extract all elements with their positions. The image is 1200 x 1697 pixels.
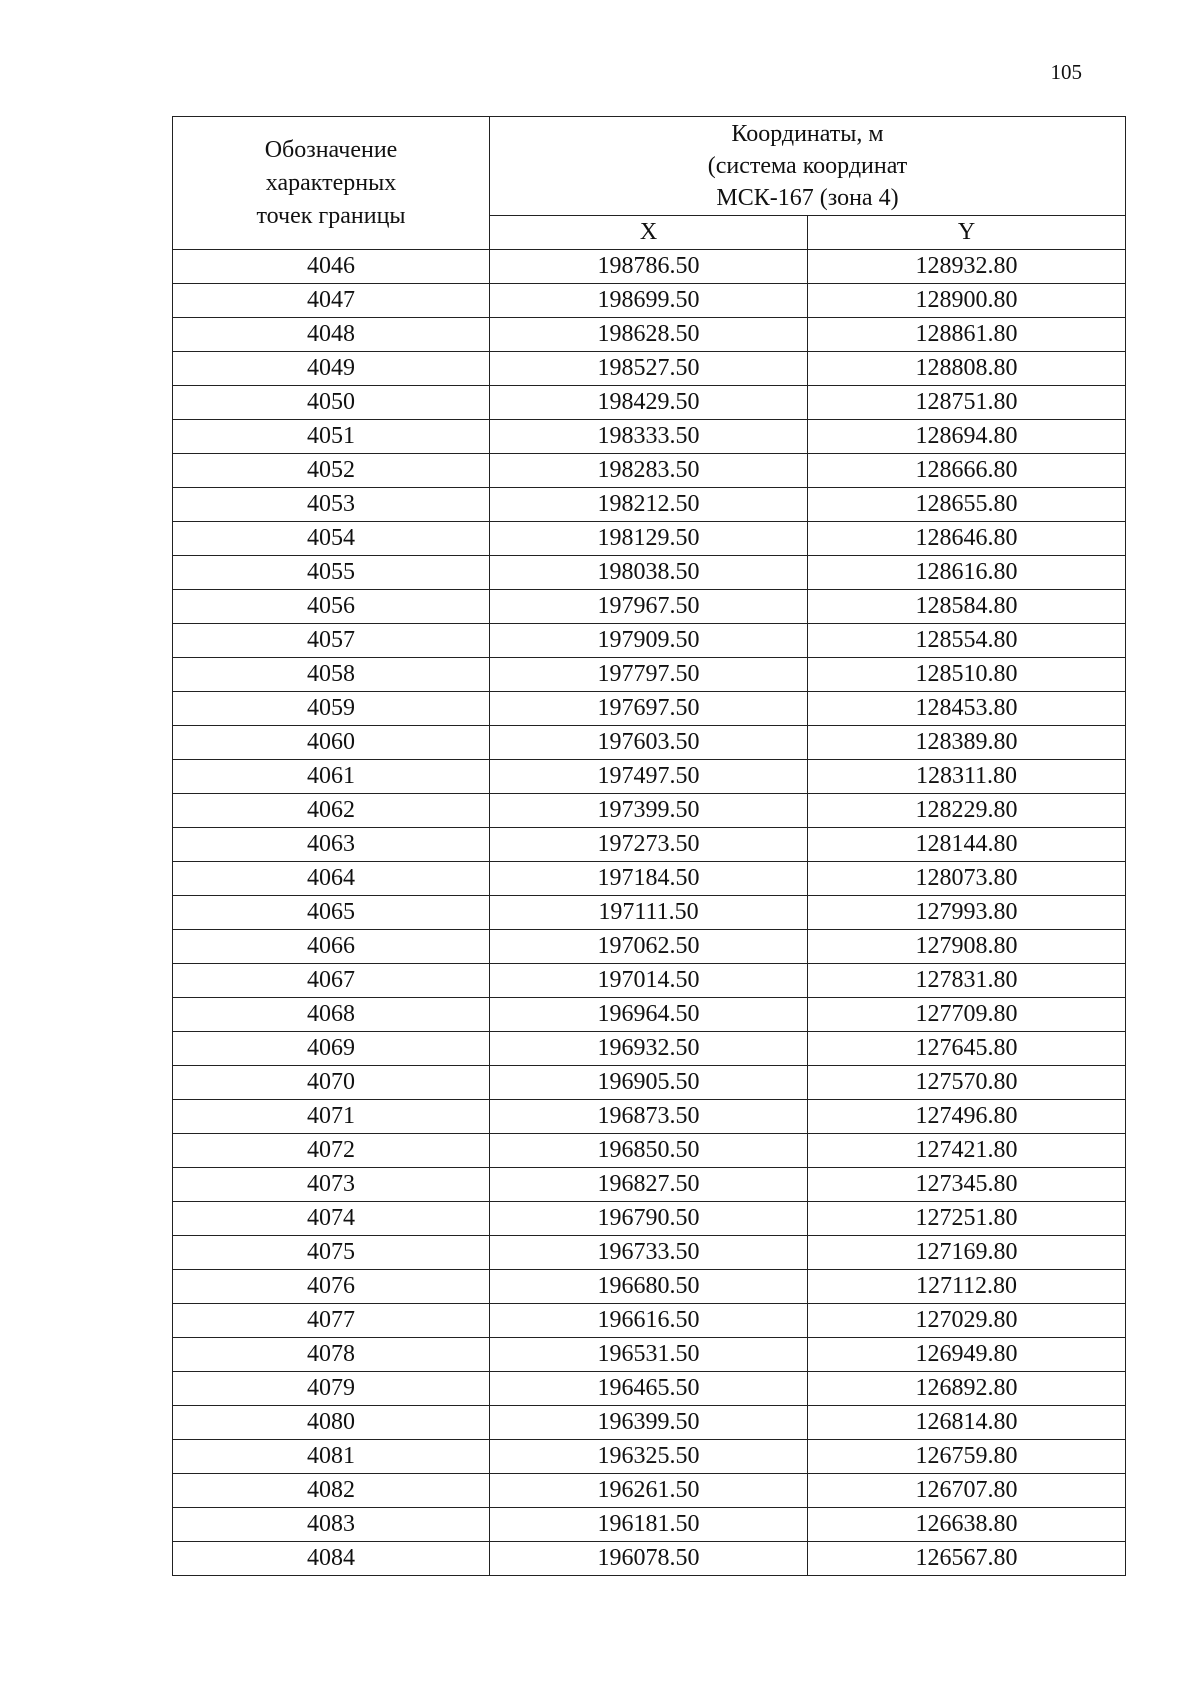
table-row [173,1134,1126,1168]
point-id-cell: 4065 [173,896,490,930]
y-coordinate-cell: 127169.80 [808,1236,1126,1270]
y-coordinate-cell: 126638.80 [808,1508,1126,1542]
x-coordinate-cell: 196465.50 [490,1372,808,1406]
x-coordinate-cell: 197273.50 [490,828,808,862]
y-coordinate-cell: 128751.80 [808,386,1126,420]
x-coordinate-cell: 197603.50 [490,726,808,760]
coordinates-table [172,116,1126,1576]
point-id-cell: 4082 [173,1474,490,1508]
table-row [173,828,1126,862]
x-coordinate-cell: 196873.50 [490,1100,808,1134]
table-row [173,726,1126,760]
point-id-cell: 4061 [173,760,490,794]
x-coordinate-cell: 198038.50 [490,556,808,590]
y-coordinate-cell: 127993.80 [808,896,1126,930]
table-row [173,284,1126,318]
page-number: 105 [1050,60,1082,84]
table-row [173,1338,1126,1372]
y-coordinate-cell: 128616.80 [808,556,1126,590]
y-coordinate-cell: 127112.80 [808,1270,1126,1304]
x-coordinate-cell: 197797.50 [490,658,808,692]
x-coordinate-cell: 196399.50 [490,1406,808,1440]
table-row [173,386,1126,420]
point-id-cell: 4047 [173,284,490,318]
y-coordinate-cell: 128073.80 [808,862,1126,896]
y-coordinate-cell: 128808.80 [808,352,1126,386]
x-coordinate-cell: 196790.50 [490,1202,808,1236]
table-row [173,1168,1126,1202]
point-id-cell: 4053 [173,488,490,522]
y-coordinate-cell: 128900.80 [808,284,1126,318]
x-coordinate-cell: 196181.50 [490,1508,808,1542]
table-row [173,1032,1126,1066]
coordinates-header [490,117,1126,216]
point-id-cell: 4070 [173,1066,490,1100]
table-row [173,760,1126,794]
table-row [173,318,1126,352]
table-row [173,1474,1126,1508]
point-id-cell: 4069 [173,1032,490,1066]
point-designation-header [173,117,490,250]
x-coordinate-cell: 197967.50 [490,590,808,624]
table-row [173,1100,1126,1134]
table-row [173,998,1126,1032]
y-coordinate-cell: 127570.80 [808,1066,1126,1100]
table-row [173,1372,1126,1406]
x-coordinate-cell: 196078.50 [490,1542,808,1576]
point-id-cell: 4081 [173,1440,490,1474]
table-row [173,896,1126,930]
y-coordinate-cell: 128646.80 [808,522,1126,556]
table-row [173,556,1126,590]
x-coordinate-cell: 196964.50 [490,998,808,1032]
point-id-cell: 4066 [173,930,490,964]
y-coordinate-cell: 128666.80 [808,454,1126,488]
y-coordinate-cell: 128389.80 [808,726,1126,760]
table-row [173,1440,1126,1474]
table-row [173,420,1126,454]
point-id-cell: 4056 [173,590,490,624]
x-coordinate-cell: 196680.50 [490,1270,808,1304]
table-header [173,117,1126,250]
x-coordinate-cell: 198699.50 [490,284,808,318]
point-id-cell: 4077 [173,1304,490,1338]
y-coordinate-cell: 128655.80 [808,488,1126,522]
header-line: МСК-167 (зона 4) [716,185,899,211]
x-coordinate-cell: 196531.50 [490,1338,808,1372]
y-coordinate-cell: 127345.80 [808,1168,1126,1202]
point-id-cell: 4073 [173,1168,490,1202]
header-line: Обозначение [264,136,398,163]
y-coordinate-cell: 126707.80 [808,1474,1126,1508]
table-row [173,794,1126,828]
table-row [173,1304,1126,1338]
point-id-cell: 4068 [173,998,490,1032]
point-id-cell: 4074 [173,1202,490,1236]
table-row [173,862,1126,896]
point-id-cell: 4080 [173,1406,490,1440]
point-id-cell: 4078 [173,1338,490,1372]
point-id-cell: 4049 [173,352,490,386]
point-id-cell: 4057 [173,624,490,658]
point-id-cell: 4079 [173,1372,490,1406]
x-coordinate-cell: 197014.50 [490,964,808,998]
point-id-cell: 4076 [173,1270,490,1304]
point-id-cell: 4058 [173,658,490,692]
table-row [173,658,1126,692]
point-id-cell: 4062 [173,794,490,828]
point-id-cell: 4083 [173,1508,490,1542]
table-row [173,1270,1126,1304]
table-row [173,1202,1126,1236]
y-coordinate-cell: 127029.80 [808,1304,1126,1338]
x-coordinate-cell: 196733.50 [490,1236,808,1270]
x-coordinate-cell: 197399.50 [490,794,808,828]
x-coordinate-cell: 198786.50 [490,250,808,284]
table-row [173,1508,1126,1542]
table-row [173,352,1126,386]
y-coordinate-cell: 127645.80 [808,1032,1126,1066]
y-coordinate-cell: 126567.80 [808,1542,1126,1576]
table-row [173,692,1126,726]
header-line: Координаты, м [731,121,884,147]
y-coordinate-cell: 128861.80 [808,318,1126,352]
header-line: точек границы [256,202,406,229]
table-body [173,250,1126,1576]
y-coordinate-cell: 128311.80 [808,760,1126,794]
header-line: характерных [265,169,397,196]
point-id-cell: 4052 [173,454,490,488]
header-line: (система координат [707,153,908,179]
point-id-cell: 4084 [173,1542,490,1576]
y-coordinate-cell: 126759.80 [808,1440,1126,1474]
x-column-header: X [490,216,808,250]
point-id-cell: 4051 [173,420,490,454]
y-coordinate-cell: 127831.80 [808,964,1126,998]
table-row [173,590,1126,624]
y-coordinate-cell: 128144.80 [808,828,1126,862]
x-coordinate-cell: 197497.50 [490,760,808,794]
x-coordinate-cell: 198212.50 [490,488,808,522]
x-coordinate-cell: 198628.50 [490,318,808,352]
y-coordinate-cell: 127908.80 [808,930,1126,964]
x-coordinate-cell: 196325.50 [490,1440,808,1474]
x-coordinate-cell: 197062.50 [490,930,808,964]
point-id-cell: 4063 [173,828,490,862]
table-row [173,522,1126,556]
x-coordinate-cell: 197909.50 [490,624,808,658]
y-coordinate-cell: 128453.80 [808,692,1126,726]
point-id-cell: 4048 [173,318,490,352]
y-coordinate-cell: 128932.80 [808,250,1126,284]
table-row [173,1542,1126,1576]
y-coordinate-cell: 127709.80 [808,998,1126,1032]
point-id-cell: 4050 [173,386,490,420]
x-coordinate-cell: 198429.50 [490,386,808,420]
x-coordinate-cell: 198527.50 [490,352,808,386]
y-coordinate-cell: 128510.80 [808,658,1126,692]
point-id-cell: 4060 [173,726,490,760]
x-coordinate-cell: 197184.50 [490,862,808,896]
table-row [173,1406,1126,1440]
table-row [173,964,1126,998]
y-coordinate-cell: 126892.80 [808,1372,1126,1406]
table-row [173,1236,1126,1270]
point-id-cell: 4059 [173,692,490,726]
x-coordinate-cell: 197697.50 [490,692,808,726]
point-id-cell: 4064 [173,862,490,896]
point-id-cell: 4067 [173,964,490,998]
x-coordinate-cell: 196827.50 [490,1168,808,1202]
x-coordinate-cell: 198129.50 [490,522,808,556]
y-coordinate-cell: 128554.80 [808,624,1126,658]
table-row [173,488,1126,522]
point-id-cell: 4072 [173,1134,490,1168]
x-coordinate-cell: 196261.50 [490,1474,808,1508]
table-row [173,624,1126,658]
y-coordinate-cell: 127496.80 [808,1100,1126,1134]
x-coordinate-cell: 198283.50 [490,454,808,488]
x-coordinate-cell: 196905.50 [490,1066,808,1100]
y-coordinate-cell: 126814.80 [808,1406,1126,1440]
point-id-cell: 4055 [173,556,490,590]
x-coordinate-cell: 197111.50 [490,896,808,930]
point-id-cell: 4075 [173,1236,490,1270]
point-id-cell: 4071 [173,1100,490,1134]
x-coordinate-cell: 196850.50 [490,1134,808,1168]
table-row [173,454,1126,488]
point-id-cell: 4046 [173,250,490,284]
point-id-cell: 4054 [173,522,490,556]
y-coordinate-cell: 128694.80 [808,420,1126,454]
x-coordinate-cell: 196932.50 [490,1032,808,1066]
x-coordinate-cell: 196616.50 [490,1304,808,1338]
y-coordinate-cell: 126949.80 [808,1338,1126,1372]
y-coordinate-cell: 127421.80 [808,1134,1126,1168]
table-row [173,930,1126,964]
x-coordinate-cell: 198333.50 [490,420,808,454]
y-coordinate-cell: 128229.80 [808,794,1126,828]
table-row [173,1066,1126,1100]
y-coordinate-cell: 128584.80 [808,590,1126,624]
y-coordinate-cell: 127251.80 [808,1202,1126,1236]
y-column-header: Y [808,216,1126,250]
table-row [173,250,1126,284]
